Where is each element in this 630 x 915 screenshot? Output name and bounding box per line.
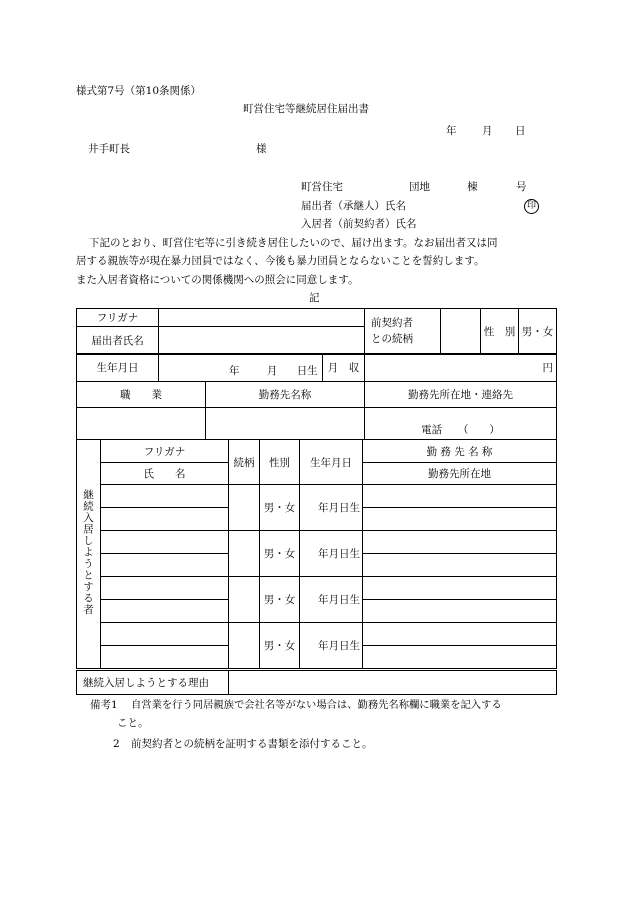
col-birth-header: 生年月日 [300, 440, 363, 485]
col-sex-header: 性別 [260, 440, 300, 485]
estate-label: 団地 [409, 181, 430, 193]
birth-day-label: 日生 [296, 365, 318, 377]
income-yen[interactable]: 円 [365, 354, 557, 382]
sex-choice[interactable]: 男・女 [519, 309, 557, 355]
sex-label: 性 別 [481, 309, 519, 355]
occupation-table [76, 381, 557, 440]
housing-label: 町営住宅 [301, 181, 343, 193]
previous-resident-label: 入居者（前契約者）氏名 [301, 218, 417, 230]
furigana-input[interactable] [159, 309, 365, 327]
side-label: 継続入居しようとする者 [77, 440, 101, 669]
resident-1-name-input[interactable] [101, 508, 229, 531]
resident-1-work-address-input[interactable] [363, 508, 557, 531]
col-furigana-header: フリガナ [101, 440, 229, 463]
resident-4-name-input[interactable] [101, 646, 229, 669]
phone-field[interactable]: 電話 （ ） [365, 408, 557, 440]
resident-4-furigana-input[interactable] [101, 623, 229, 646]
building-label: 棟 [467, 181, 478, 193]
notifier-name-input[interactable] [159, 327, 365, 355]
col-work-address-header: 勤務先所在地 [363, 463, 557, 485]
workplace-name-input[interactable] [206, 408, 365, 440]
form-number: 様式第7号（第10条関係） [76, 85, 202, 97]
resident-4-work-name-input[interactable] [363, 623, 557, 646]
body-line-1: 下記のとおり、町営住宅等に引き続き居住したいので、届け出ます。なお届出者又は同 [89, 237, 498, 249]
body-line-3: また入居者資格についての関係機関への照会に同意します。 [76, 274, 359, 286]
resident-3-birth[interactable]: 年月日生 [300, 577, 363, 623]
furigana-label: フリガナ [77, 309, 159, 327]
date-month-label: 月 [482, 125, 493, 137]
resident-1-sex[interactable]: 男・女 [260, 485, 300, 531]
birth-year-label: 年 [229, 365, 240, 377]
ki-label: 記 [309, 292, 320, 304]
birthdate-input[interactable] [159, 354, 323, 382]
resident-1-work-name-input[interactable] [363, 485, 557, 508]
reason-table [76, 670, 557, 695]
resident-2-sex[interactable]: 男・女 [260, 531, 300, 577]
resident-1-birth[interactable]: 年月日生 [300, 485, 363, 531]
resident-3-sex[interactable]: 男・女 [260, 577, 300, 623]
col-name-header: 氏 名 [101, 463, 229, 485]
workplace-name-label: 勤務先名称 [206, 382, 365, 408]
resident-3-furigana-input[interactable] [101, 577, 229, 600]
note-1-continuation: こと。 [117, 717, 149, 729]
seal-icon: 印 [524, 199, 539, 214]
occupation-label: 職 業 [77, 382, 206, 408]
resident-1-furigana-input[interactable] [101, 485, 229, 508]
relation-label: 前契約者 との続柄 [365, 309, 441, 355]
resident-2-relation-input[interactable] [229, 531, 260, 577]
resident-4-work-address-input[interactable] [363, 646, 557, 669]
resident-1-relation-input[interactable] [229, 485, 260, 531]
note-1-text: 自営業を行う同居親族で会社名等がない場合は、勤務先名称欄に職業を記入する [131, 699, 502, 711]
date-day-label: 日 [515, 125, 526, 137]
room-number-label: 号 [516, 181, 527, 193]
document-title: 町営住宅等継続居住届出書 [243, 103, 369, 115]
resident-3-work-address-input[interactable] [363, 600, 557, 623]
note-2-label: 2 [113, 738, 120, 750]
notifier-table [76, 308, 557, 355]
resident-4-relation-input[interactable] [229, 623, 260, 669]
workplace-address-label: 勤務先所在地・連絡先 [365, 382, 557, 408]
birth-income-table [76, 353, 557, 382]
reason-label: 継続入居しようとする理由 [77, 671, 229, 695]
note-1-label: 備考1 [90, 699, 118, 711]
col-work-name-header: 勤 務 先 名 称 [363, 440, 557, 463]
resident-4-birth[interactable]: 年月日生 [300, 623, 363, 669]
resident-3-work-name-input[interactable] [363, 577, 557, 600]
resident-3-name-input[interactable] [101, 600, 229, 623]
body-line-2: 居する親族等が現在暴力団員ではなく、今後も暴力団員とならないことを誓約します。 [76, 255, 485, 267]
resident-2-furigana-input[interactable] [101, 531, 229, 554]
occupation-input[interactable] [77, 408, 206, 440]
resident-4-sex[interactable]: 男・女 [260, 623, 300, 669]
resident-2-name-input[interactable] [101, 554, 229, 577]
relation-input[interactable] [441, 309, 481, 355]
reason-input[interactable] [229, 671, 557, 695]
birthdate-label: 生年月日 [77, 354, 159, 382]
addressee: 井手町長 [88, 143, 130, 155]
honorific: 様 [256, 143, 267, 155]
date-year-label: 年 [446, 125, 457, 137]
continuing-residents-table [76, 439, 557, 669]
resident-3-relation-input[interactable] [229, 577, 260, 623]
notifier-name-label: 届出者（承継人）氏名 [301, 200, 406, 212]
col-relation-header: 続柄 [229, 440, 260, 485]
resident-2-work-address-input[interactable] [363, 554, 557, 577]
notifier-name-label: 届出者氏名 [77, 327, 159, 355]
birth-month-label: 月 [266, 365, 278, 377]
note-2-text: 前契約者との続柄を証明する書類を添付すること。 [131, 738, 373, 750]
income-label: 月 収 [323, 354, 365, 382]
resident-2-work-name-input[interactable] [363, 531, 557, 554]
resident-2-birth[interactable]: 年月日生 [300, 531, 363, 577]
